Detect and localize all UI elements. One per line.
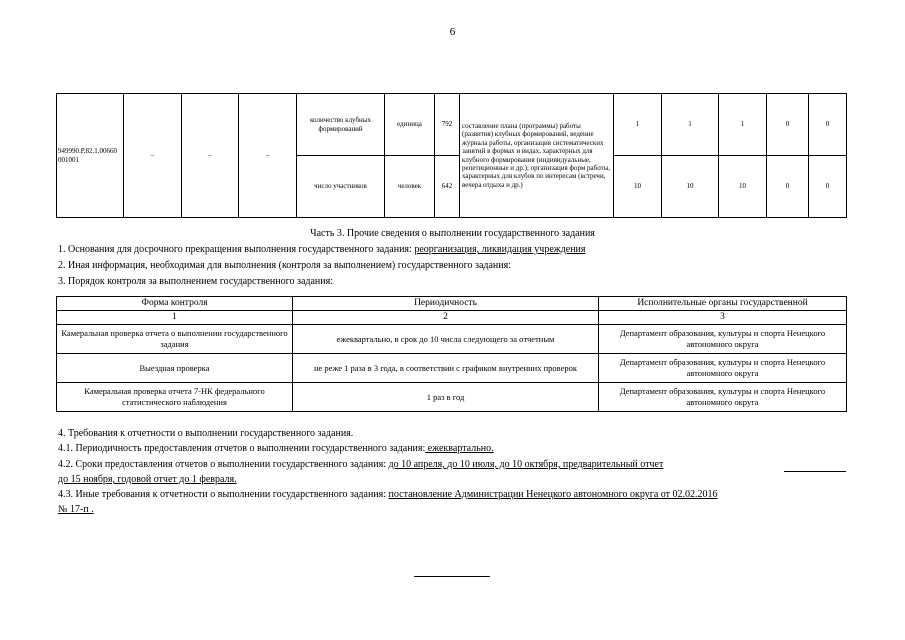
dash-cell: – [124,94,182,218]
requirement-4-2-value: до 10 апреля, до 10 июля, до 10 октября, предварительный отчет [388,459,664,470]
requirement-4-2 [58,459,663,470]
requirement-4-1-label: 4.1. Периодичность предоставления отчетов о выполнении государственного задания: [58,443,426,454]
table-row [57,325,847,354]
table-row [57,94,847,156]
requirements-heading: 4. Требования к отчетности о выполнении государственного задания. [58,428,354,439]
okei-code: 642 [435,156,460,218]
value-cell: 0 [809,94,847,156]
line-3: 3. Порядок контроля за выполнением государственного задания: [58,276,333,287]
requirement-4-3-label: 4.3. Иные требования к отчетности о выполнении государственного задания: [58,489,389,500]
requirement-4-3-value: постановление Администрации Ненецкого автономного округа от 02.02.2016 [388,489,718,500]
underline-fill [784,471,846,472]
table-row [57,383,847,412]
value-cell: 10 [719,156,767,218]
control-table [56,296,847,412]
work-description: составление плана (программы) работы (развития) клубных формирований, ведение журнала работы, организация систематических занятий в формах и видах, характерных для клубного формирования (индивидуальные, репетиционные и др.); организация форм работы, характерных для клубов по интересам (встречи, вечера отдыха и др.) [460,94,614,218]
value-cell: 0 [767,94,809,156]
control-organ: Департамент образования, культуры и спорта Ненецкого автономного округа [599,383,847,412]
control-organ: Департамент образования, культуры и спорта Ненецкого автономного округа [599,325,847,354]
table-row [57,354,847,383]
line-2: 2. Иная информация, необходимая для выполнения (контроля за выполнением) государственного задания: [58,260,512,271]
control-form: Камеральная проверка отчета 7-НК федерального статистического наблюдения [57,383,293,412]
unit-name: единица [385,94,435,156]
column-header: Исполнительные органы государственной [599,297,847,311]
indicator-name: число участников [297,156,385,218]
dash-cell: – [239,94,297,218]
indicators-table [56,93,847,218]
unit-name: человек [385,156,435,218]
requirement-4-2-label: 4.2. Сроки предоставления отчетов о выполнении государственного задания: [58,459,389,470]
footer-rule [414,576,490,577]
column-number: 3 [599,311,847,325]
indicator-name: количество клубных формирований [297,94,385,156]
requirement-4-1-value: ежеквартально. [425,443,494,454]
requirement-4-2-value-continued: до 15 ноября, годовой отчет до 1 февраля. [58,474,237,485]
line-1-label: 1. Основания для досрочного прекращения выполнения государственного задания: [58,244,415,255]
column-number: 2 [293,311,599,325]
control-form: Камеральная проверка отчета о выполнении государственного задания [57,325,293,354]
line-1 [58,244,586,255]
table-header-row [57,297,847,311]
value-cell: 1 [662,94,719,156]
value-cell: 1 [614,94,662,156]
line-1-value: реорганизация, ликвидация учреждения [414,244,586,255]
column-header: Периодичность [293,297,599,311]
requirement-4-1 [58,443,494,454]
control-period: не реже 1 раза в 3 года, в соответствии с графиком внутренних проверок [293,354,599,383]
part3-title: Часть 3. Прочие сведения о выполнении государственного задания [310,228,595,239]
requirement-4-3-continued [58,504,94,515]
registry-code: 949990.Р.82.1.00660 001001 [57,94,124,218]
column-number: 1 [57,311,293,325]
value-cell: 0 [767,156,809,218]
requirement-4-3-value-continued: № 17-п . [58,504,94,515]
control-form: Выездная проверка [57,354,293,383]
value-cell: 1 [719,94,767,156]
requirement-4-2-continued [58,474,237,485]
control-period: ежеквартально, в срок до 10 числа следующего за отчетным [293,325,599,354]
value-cell: 10 [614,156,662,218]
control-organ: Департамент образования, культуры и спорта Ненецкого автономного округа [599,354,847,383]
dash-cell: – [182,94,239,218]
column-header: Форма контроля [57,297,293,311]
okei-code: 792 [435,94,460,156]
control-period: 1 раз в год [293,383,599,412]
column-number-row [57,311,847,325]
requirement-4-3 [58,489,718,500]
value-cell: 10 [662,156,719,218]
value-cell: 0 [809,156,847,218]
page-number: 6 [449,26,456,38]
